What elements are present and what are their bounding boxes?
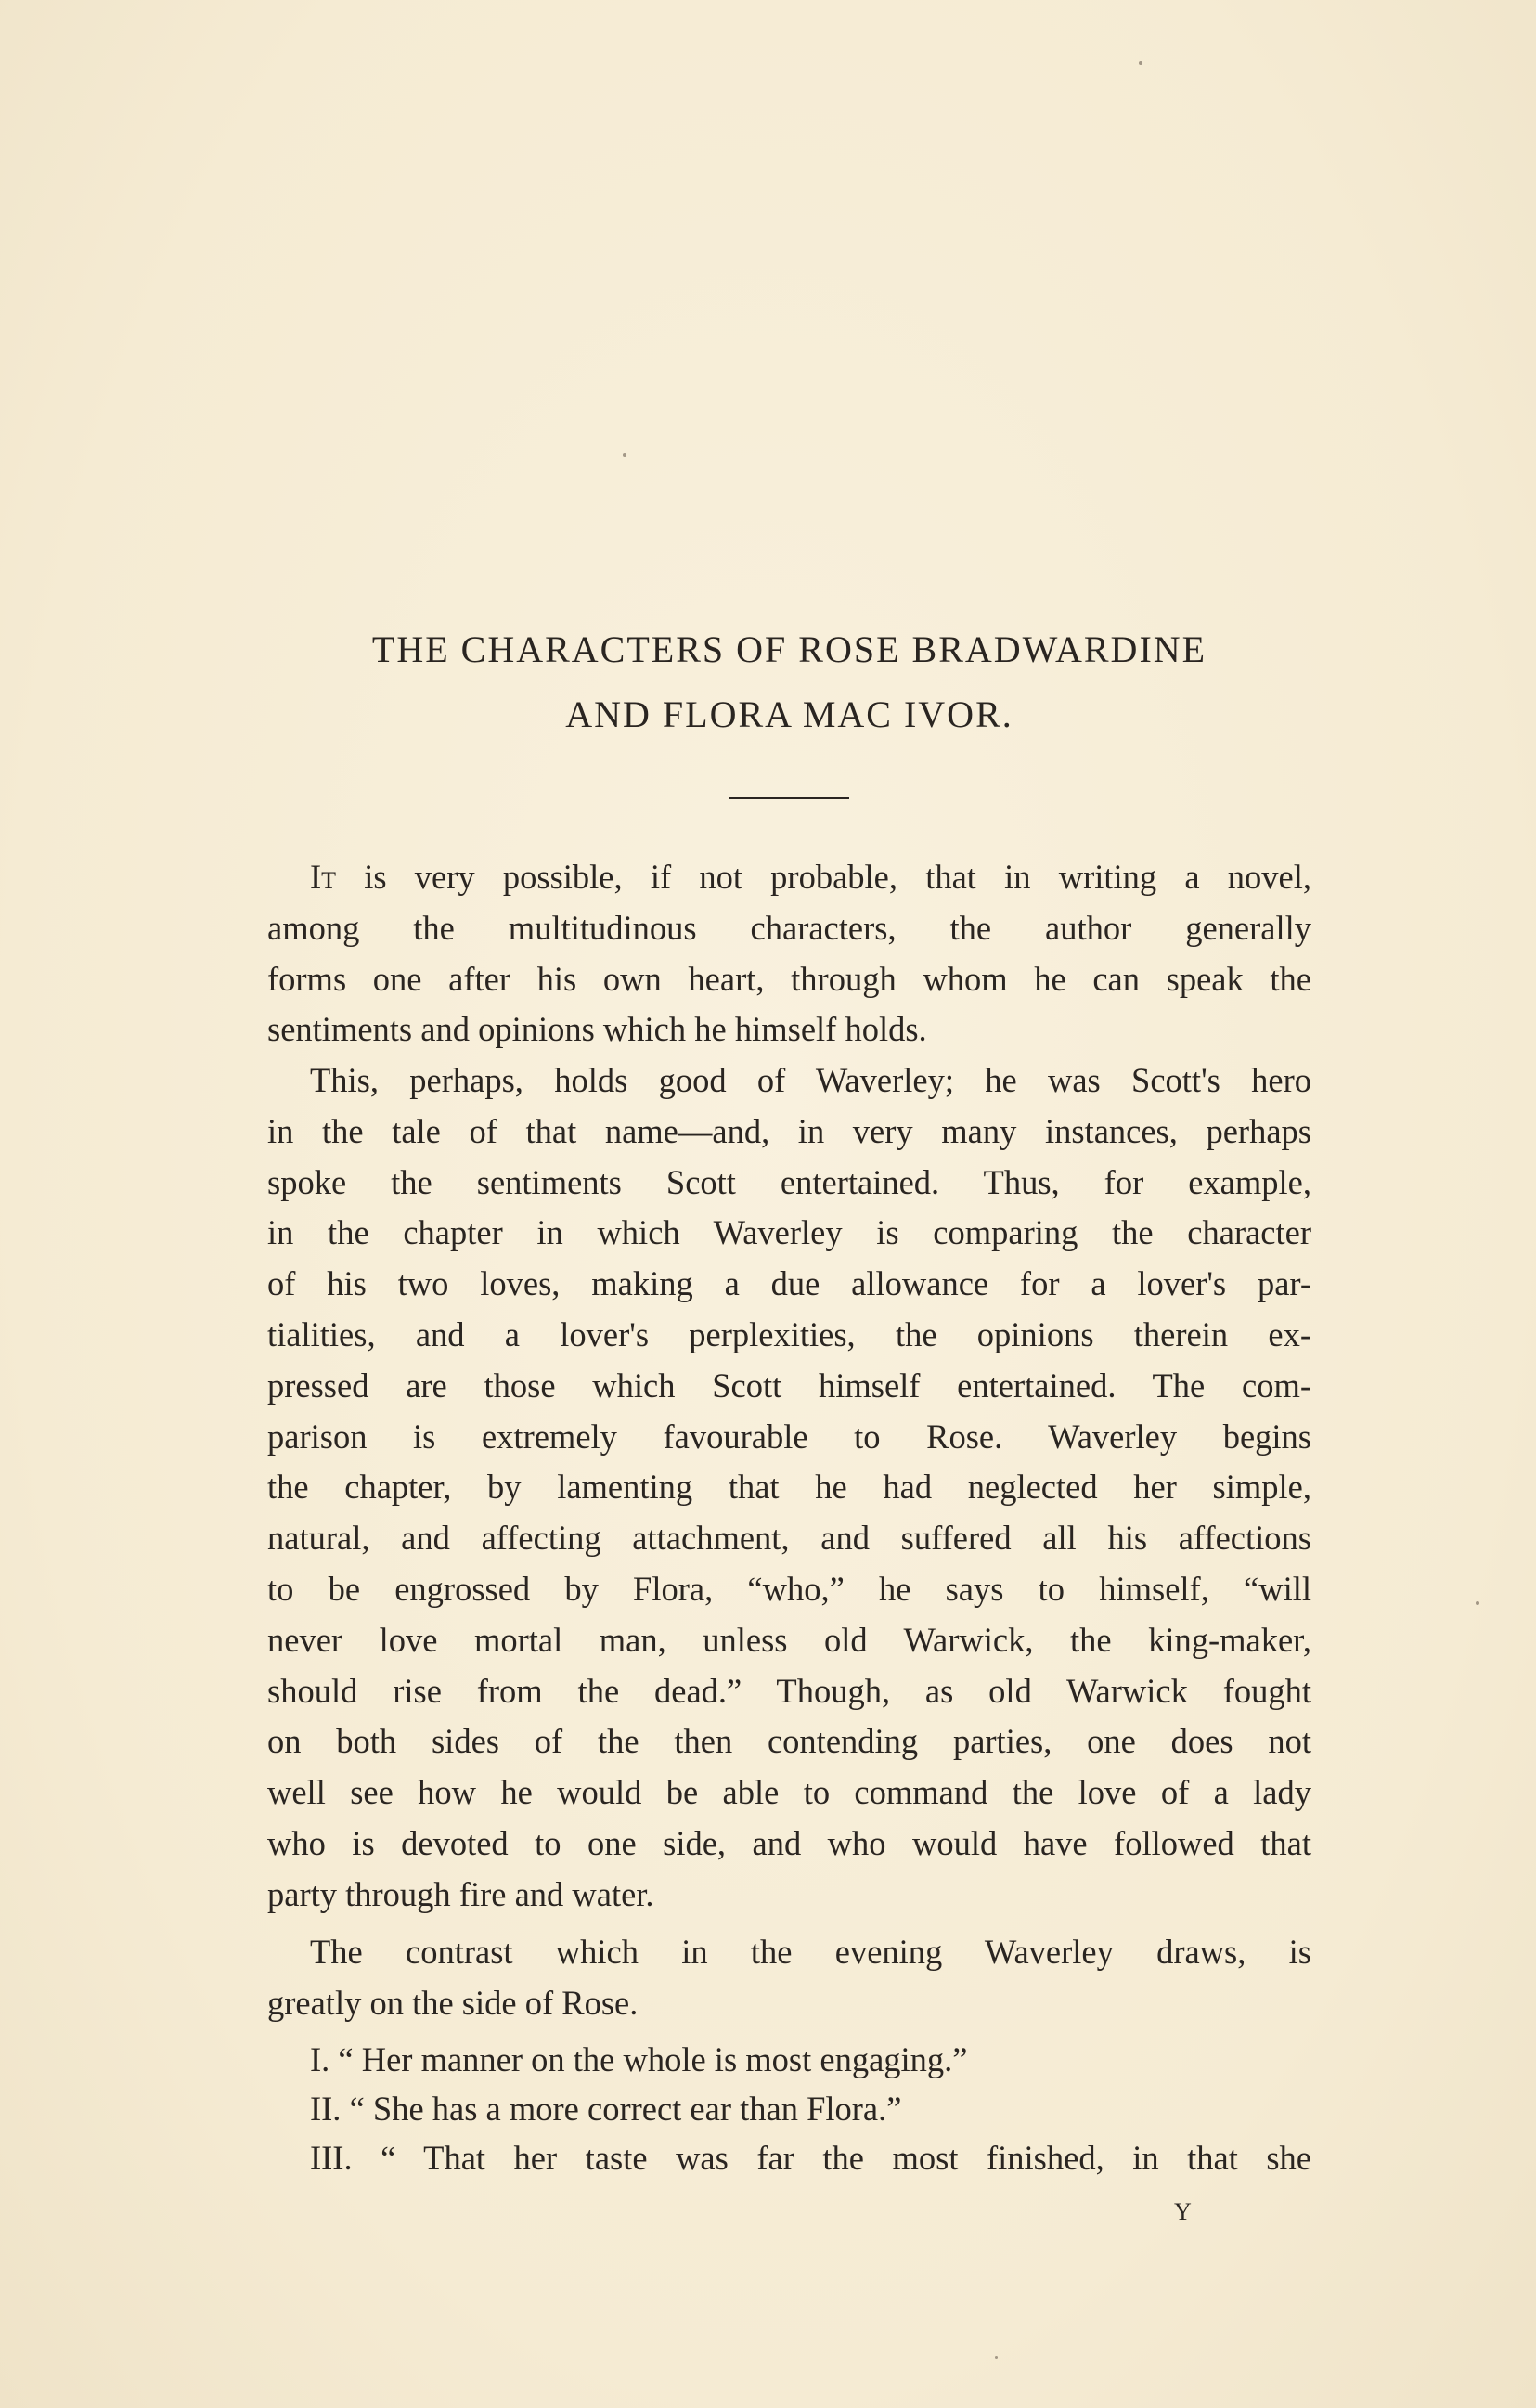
paragraph-line: natural, and affecting attachment, and suffered all his affections [267, 1519, 1311, 1558]
paper-speck [1476, 1601, 1479, 1605]
list-item [310, 2035, 968, 2085]
paragraph-line: to be engrossed by Flora, “who,” he says to himself, “will [267, 1569, 1311, 1608]
paragraph-line: who is devoted to one side, and who would have followed that [267, 1823, 1311, 1862]
paper-speck [1139, 61, 1142, 65]
title-divider-rule [729, 797, 849, 799]
list-numeral: III. [310, 2139, 353, 2177]
paragraph-line: in the chapter in which Waverley is comparing the character [267, 1213, 1311, 1252]
paragraph-line: tialities, and a lover's perplexities, the opinions therein ex- [267, 1314, 1311, 1353]
paragraph-line: on both sides of the then contending parties, one does not [267, 1722, 1311, 1761]
paragraph-line: the chapter, by lamenting that he had neglected her simple, [267, 1468, 1311, 1507]
drop-small-caps-lead: It [310, 858, 337, 896]
list-item [310, 2084, 901, 2134]
paragraph-line: forms one after his own heart, through whom he can speak the [267, 959, 1311, 998]
paragraph-line: This, perhaps, holds good of Waverley; he was Scott's hero [310, 1061, 1311, 1099]
list-text: “ That her taste was far the most finished, in that she [381, 2139, 1312, 2177]
chapter-title-line-2: AND FLORA MAC IVOR. [565, 693, 1013, 735]
paper-speck [623, 453, 626, 457]
paragraph-2 [267, 1055, 1311, 1921]
signature-mark: Y [1174, 2198, 1193, 2225]
paragraph-line: It is very possible, if not probable, that in writing a novel, [310, 858, 1311, 896]
chapter-title-line-1: THE CHARACTERS OF ROSE BRADWARDINE [371, 628, 1207, 670]
paragraph-line: of his two loves, making a due allowance for a lover's par- [267, 1264, 1311, 1303]
paragraph-line: greatly on the side of Rose. [267, 1983, 639, 2022]
paragraph-line: parison is extremely favourable to Rose. Waverley begins [267, 1417, 1311, 1456]
paragraph-line: should rise from the dead.” Though, as old Warwick fought [267, 1671, 1311, 1710]
list-text: “ She has a more correct ear than Flora.” [349, 2090, 902, 2128]
paragraph-line: well see how he would be able to command the love of a lady [267, 1773, 1311, 1812]
paragraph-1 [267, 852, 1311, 1055]
paper-speck [995, 2356, 998, 2359]
paragraph-line: The contrast which in the evening Waverley draws, is [310, 1933, 1311, 1971]
list-item [310, 2133, 1311, 2183]
paragraph-line: among the multitudinous characters, the author generally [267, 908, 1311, 947]
list-numeral: I. [310, 2040, 330, 2078]
list-text: “ Her manner on the whole is most engaging.” [338, 2040, 968, 2078]
paragraph-line: in the tale of that name—and, in very many instances, perhaps [267, 1111, 1311, 1150]
paragraph-line: spoke the sentiments Scott entertained. Thus, for example, [267, 1162, 1311, 1201]
paragraph-line: sentiments and opinions which he himself holds. [267, 1010, 927, 1049]
paragraph-line: party through fire and water. [267, 1874, 654, 1913]
list-numeral: II. [310, 2090, 342, 2128]
paragraph-line: pressed are those which Scott himself entertained. The com- [267, 1366, 1311, 1405]
paragraph-3 [267, 1927, 1311, 2029]
paragraph-line: never love mortal man, unless old Warwick, the king-maker, [267, 1620, 1311, 1659]
